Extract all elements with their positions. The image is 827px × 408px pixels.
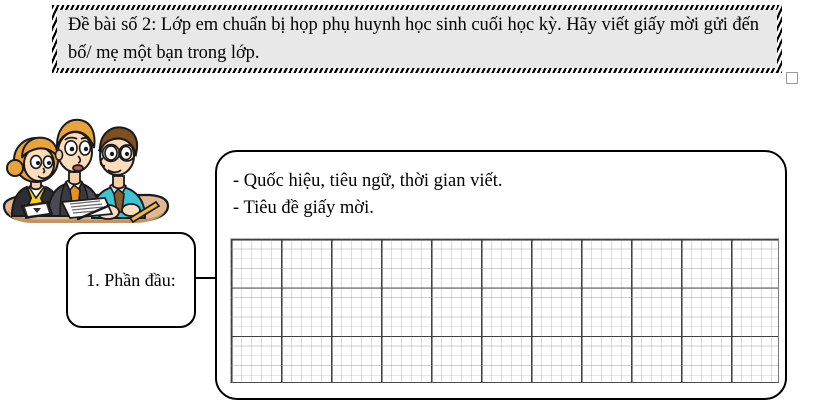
prompt-text-box[interactable] [52, 5, 782, 73]
label-box-phan-dau[interactable] [66, 232, 196, 328]
writing-grid[interactable] [230, 238, 779, 383]
panel-bullet-lines [233, 168, 763, 222]
prompt-text: Đề bài số 2: Lớp em chuẩn bị họp phụ huynh học sinh cuối học kỳ. Hãy viết giấy mời gửi đến bố/ mẹ một bạn trong lớp. [68, 15, 759, 63]
bullet-line-2: - Tiêu đề giấy mời. [233, 198, 374, 218]
content-panel[interactable] [215, 150, 787, 400]
label-box-text: 1. Phần đầu: [86, 269, 176, 290]
bullet-line-1: - Quốc hiệu, tiêu ngữ, thời gian viết. [233, 171, 503, 191]
selection-border-bottom [52, 68, 782, 73]
selection-border-left [52, 5, 57, 73]
selection-border-right [777, 5, 782, 73]
resize-handle-bottom-right[interactable] [786, 72, 798, 84]
selection-border-top [52, 5, 782, 10]
clipart-three-people-meeting [0, 110, 172, 240]
